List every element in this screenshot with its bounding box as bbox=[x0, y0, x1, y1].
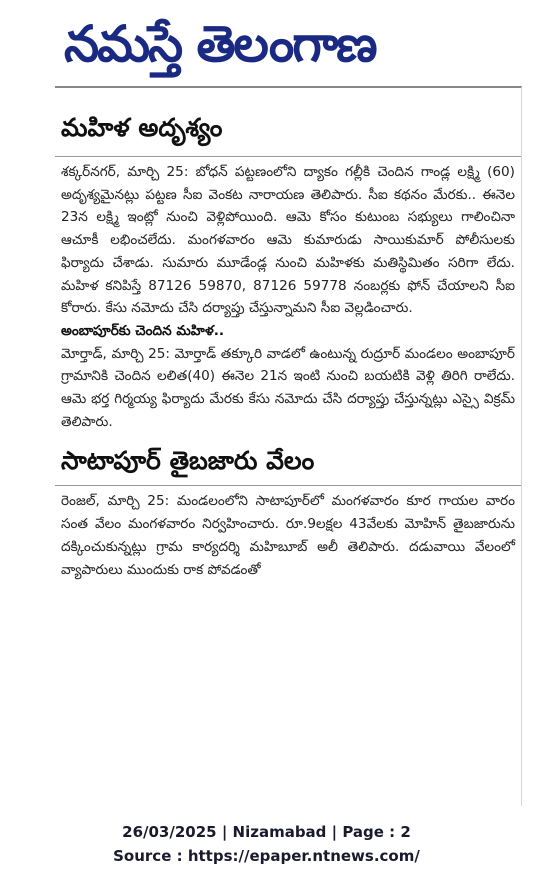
article-2-headline: సాటాపూర్‌ తైబజారు వేలం bbox=[61, 446, 315, 476]
article-1-subhead: అంబాపూర్‌కు చెందిన మహిళ.. bbox=[61, 322, 225, 339]
footer-source-link[interactable]: Source : https://epaper.ntnews.com/ bbox=[113, 847, 420, 865]
newspaper-masthead: నమస్తే తెలంగాణ bbox=[64, 15, 376, 73]
article-1-body-2: మోర్తాడ్‌, మార్చి 25: మోర్తాడ్‌ తక్కూరి వాడలో ఉంటున్న రుద్రూర్‌ మండలం అంబాపూర్‌ గ్రామానికి చెందిన లలిత(40) ఈనెల 21న ఇంటి నుంచి బయటికి వెళ్లి తిరిగి రాలేదు. ఆమె భర్త గిర్మయ్య ఫిర్యాదు మేరకు కేసు నమోదు చేసి దర్యాప్తు చేస్తున్నట్లు ఎస్సై విక్రమ్‌ తెలిపారు. bbox=[61, 345, 515, 430]
headline-divider-2 bbox=[55, 485, 521, 486]
headline-divider bbox=[55, 156, 521, 157]
footer-date-edition-page: 26/03/2025 | Nizamabad | Page : 2 bbox=[122, 823, 411, 841]
article-1-headline: మహిళ అదృశ్యం bbox=[61, 113, 223, 142]
newspaper-clipping bbox=[55, 86, 522, 806]
article-2-body: రెంజల్‌, మార్చి 25: మండలంలోని సాటాపూర్‌లో మంగళవారం కూర గాయల వారం సంత వేలం మంగళవారం నిర్వహించారు. రూ.9లక్షల 43వేలకు మోహిన్‌ తైబజారును దక్కించుకున్నట్లు గ్రామ కార్యదర్శి మహిబూబ్‌ అలీ తెలిపారు. దడువాయి వేలంలో వ్యాపారులు ముందుకు రాక పోవడంతో bbox=[61, 493, 515, 578]
article-1-body: శక్కర్‌నగర్‌, మార్చి 25: బోధన్‌ పట్టణంలోని ద్యాకం గల్లీకి చెందిన గాండ్ల లక్ష్మి (60) అదృశ్యమైనట్లు పట్టణ సీఐ వెంకట నారాయణ తెలిపారు. సీఐ కథనం మేరకు.. ఈనెల 23న లక్ష్మి ఇంట్లో నుంచి వెళ్లిపోయింది. ఆమె కోసం కుటుంబ సభ్యులు గాలించినా ఆచూకీ లభించలేదు. మంగళవారం ఆమె కుమారుడు సాయికుమార్‌ పోలీసులకు ఫిర్యాదు చేశాడు. సుమారు మూడేండ్ల నుంచి మహిళకు మతిస్థిమితం సరిగా లేదు. మహిళ కనిపిస్తే 87126 59870, 87126 59778 నంబర్లకు ఫోన్‌ చేయాలని సీఐ కోరారు. కేసు నమోదు చేసి దర్యాప్తు చేస్తున్నామని సీఐ వెల్లడించారు. bbox=[61, 164, 515, 317]
